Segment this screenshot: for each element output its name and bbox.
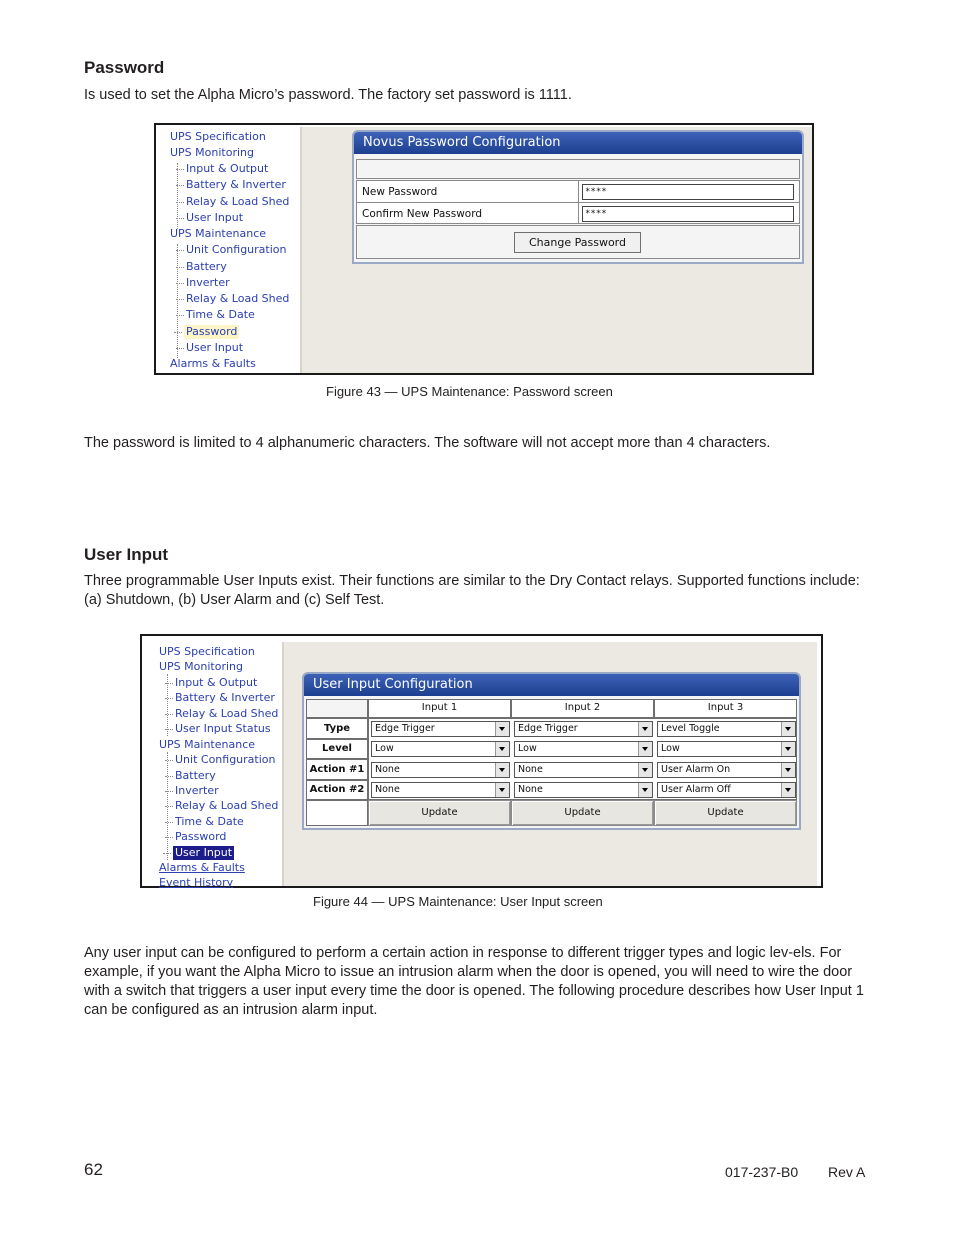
figure-44-screenshot	[140, 634, 823, 888]
nav-inverter[interactable]: Inverter	[175, 784, 219, 797]
select-value: None	[518, 784, 543, 795]
nav-ups-monitoring[interactable]: UPS Monitoring	[170, 146, 254, 159]
nav-time-date[interactable]: Time & Date	[186, 308, 255, 321]
confirm-password-input[interactable]: ****	[582, 206, 794, 222]
level-select-input-1[interactable]	[371, 741, 510, 757]
nav-unit-configuration[interactable]: Unit Configuration	[175, 753, 276, 766]
panel-blank-row	[356, 159, 800, 179]
type-select-input-3[interactable]	[657, 721, 796, 737]
select-value: None	[518, 764, 543, 775]
nav-event-history[interactable]: Event History	[159, 876, 234, 889]
action-2-select-input-1[interactable]	[371, 782, 510, 798]
level-select-input-2[interactable]	[514, 741, 653, 757]
nav-tree	[142, 636, 282, 889]
nav-time-date[interactable]: Time & Date	[175, 815, 244, 828]
user-input-heading: User Input	[84, 545, 169, 564]
chevron-down-icon[interactable]	[638, 722, 652, 736]
password-intro: Is used to set the Alpha Micro’s password. The factory set password is 1111.	[84, 87, 572, 103]
select-value: User Alarm Off	[661, 784, 731, 795]
nav-input-output[interactable]: Input & Output	[186, 162, 269, 175]
chevron-down-icon[interactable]	[495, 742, 509, 756]
type-select-input-1[interactable]	[371, 721, 510, 737]
password-table	[356, 180, 800, 224]
page-number: 62	[84, 1160, 103, 1179]
nav-battery-inverter[interactable]: Battery & Inverter	[186, 178, 286, 191]
nav-inverter[interactable]: Inverter	[186, 276, 230, 289]
nav-alarms-faults[interactable]: Alarms & Faults	[170, 357, 256, 370]
user-input-config-panel	[302, 672, 801, 830]
select-value: Edge Trigger	[375, 723, 435, 734]
confirm-password-label: Confirm New Password	[362, 208, 483, 220]
nav-user-input-selected[interactable]: User Input	[175, 846, 233, 859]
col-header-input-2: Input 2	[511, 699, 654, 718]
password-config-panel	[352, 130, 804, 264]
chevron-down-icon[interactable]	[495, 722, 509, 736]
chevron-down-icon[interactable]	[781, 763, 795, 777]
select-value: None	[375, 784, 400, 795]
row-label-level: Level	[306, 739, 368, 759]
revision: Rev A	[828, 1164, 866, 1180]
nav-unit-configuration[interactable]: Unit Configuration	[186, 243, 287, 256]
panel-title: Novus Password Configuration	[354, 132, 802, 154]
action-1-select-input-1[interactable]	[371, 762, 510, 778]
closing-paragraph: Any user input can be configured to perform a certain action in response to different trigger types and logic lev-els. For example, if you want the Alpha Micro to issue an intrusion alarm when the door is opened, you will need to wire the door with a switch that triggers a user input every time the door is opened. The following procedure describes how User Input 1 can be configured as an intrusion alarm input.	[84, 945, 864, 1018]
select-value: Level Toggle	[661, 723, 720, 734]
nav-ups-monitoring[interactable]: UPS Monitoring	[159, 660, 243, 673]
nav-password[interactable]: Password	[175, 830, 227, 843]
select-value: Edge Trigger	[518, 723, 578, 734]
nav-battery[interactable]: Battery	[175, 769, 216, 782]
chevron-down-icon[interactable]	[638, 742, 652, 756]
nav-ups-maintenance[interactable]: UPS Maintenance	[159, 738, 256, 751]
figure-43-caption: Figure 43 — UPS Maintenance: Password screen	[326, 384, 613, 399]
chevron-down-icon[interactable]	[638, 783, 652, 797]
chevron-down-icon[interactable]	[781, 783, 795, 797]
chevron-down-icon[interactable]	[495, 783, 509, 797]
type-select-input-2[interactable]	[514, 721, 653, 737]
new-password-input[interactable]: ****	[582, 184, 794, 200]
panel-title: User Input Configuration	[304, 674, 799, 696]
password-limit-note: The password is limited to 4 alphanumeric characters. The software will not accept more than 4 characters.	[84, 435, 771, 451]
col-header-input-3: Input 3	[654, 699, 797, 718]
nav-tree	[156, 125, 300, 373]
nav-input-output[interactable]: Input & Output	[175, 676, 258, 689]
nav-ups-specification[interactable]: UPS Specification	[170, 130, 266, 143]
select-value: Low	[661, 743, 680, 754]
nav-relay-load-shed[interactable]: Relay & Load Shed	[175, 707, 279, 720]
update-button-input-2[interactable]: Update	[511, 800, 654, 826]
chevron-down-icon[interactable]	[638, 763, 652, 777]
col-header-input-1: Input 1	[368, 699, 511, 718]
update-button-input-3[interactable]: Update	[654, 800, 797, 826]
new-password-label: New Password	[362, 186, 438, 198]
chevron-down-icon[interactable]	[781, 742, 795, 756]
chevron-down-icon[interactable]	[495, 763, 509, 777]
grid-corner	[306, 699, 368, 718]
nav-relay-load-shed-maint[interactable]: Relay & Load Shed	[186, 292, 290, 305]
user-input-intro: Three programmable User Inputs exist. Their functions are similar to the Dry Contact relays. Supported functions include: (a) Shutdown, (b) User Alarm and (c) Self Test.	[84, 573, 860, 608]
update-button-input-1[interactable]: Update	[368, 800, 511, 826]
select-value: None	[375, 764, 400, 775]
nav-relay-load-shed[interactable]: Relay & Load Shed	[186, 195, 290, 208]
doc-id: 017-237-B0	[725, 1164, 799, 1180]
row-label-action-1: Action #1	[306, 759, 368, 780]
panel-button-row	[356, 225, 800, 259]
nav-relay-load-shed-maint[interactable]: Relay & Load Shed	[175, 799, 279, 812]
action-1-select-input-3[interactable]	[657, 762, 796, 778]
select-value: Low	[518, 743, 537, 754]
nav-password-selected[interactable]: Password	[186, 325, 238, 338]
nav-user-input-maint[interactable]: User Input	[186, 341, 244, 354]
figure-43-screenshot	[154, 123, 814, 375]
chevron-down-icon[interactable]	[781, 722, 795, 736]
nav-user-input[interactable]: User Input	[186, 211, 244, 224]
action-2-select-input-2[interactable]	[514, 782, 653, 798]
row-label-type: Type	[306, 718, 368, 739]
nav-alarms-faults[interactable]: Alarms & Faults	[159, 861, 245, 874]
nav-ups-maintenance[interactable]: UPS Maintenance	[170, 227, 267, 240]
password-heading: Password	[84, 58, 165, 77]
update-row-corner	[306, 800, 368, 826]
change-password-button[interactable]: Change Password	[514, 232, 641, 253]
action-2-select-input-3[interactable]	[657, 782, 796, 798]
select-value: Low	[375, 743, 394, 754]
nav-battery[interactable]: Battery	[186, 260, 227, 273]
action-1-select-input-2[interactable]	[514, 762, 653, 778]
select-value: User Alarm On	[661, 764, 731, 775]
row-label-action-2: Action #2	[306, 780, 368, 800]
nav-battery-inverter[interactable]: Battery & Inverter	[175, 691, 275, 704]
nav-ups-specification[interactable]: UPS Specification	[159, 645, 255, 658]
level-select-input-3[interactable]	[657, 741, 796, 757]
figure-44-caption: Figure 44 — UPS Maintenance: User Input screen	[313, 894, 603, 909]
nav-user-input-status[interactable]: User Input Status	[175, 722, 271, 735]
